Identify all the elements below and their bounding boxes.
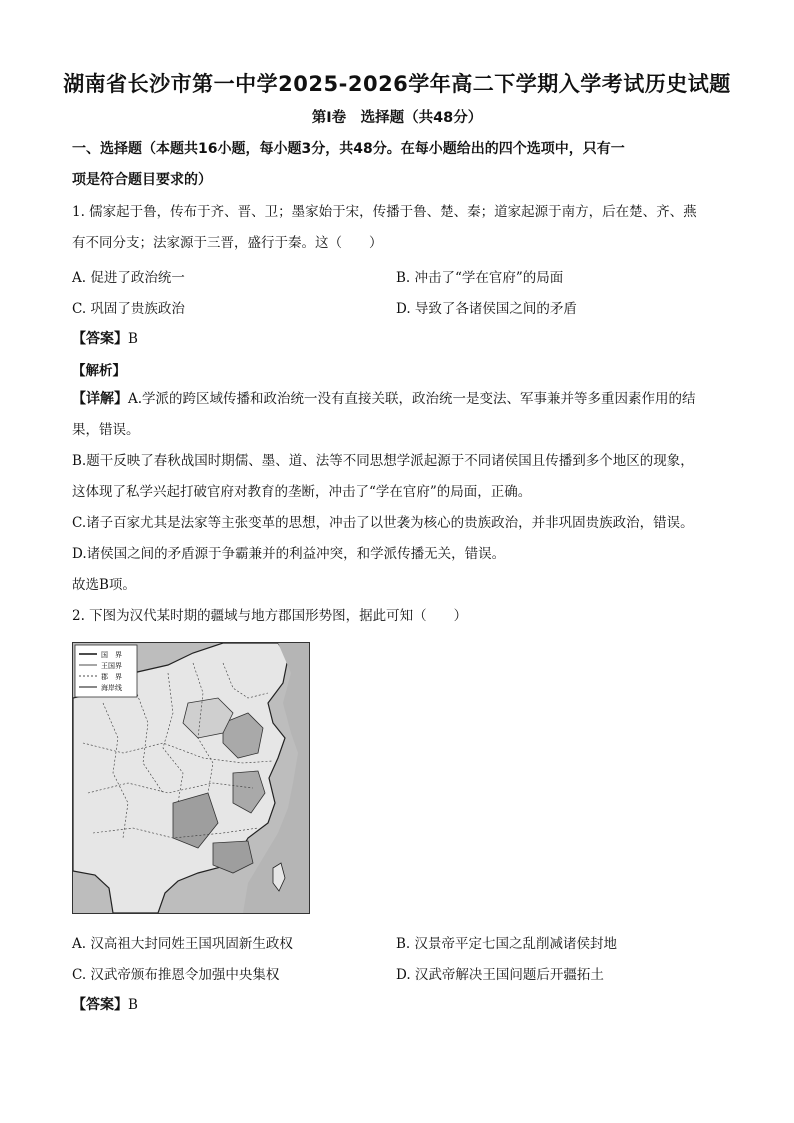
q1-answer-label: 【答案】 xyxy=(72,331,128,347)
q1-detail-a-line2: 果，错误。 xyxy=(72,422,140,438)
q2-option-d: D. 汉武帝解决王国问题后开疆拓土 xyxy=(396,967,604,983)
map-legend-item-3: 郡 界 xyxy=(101,673,122,681)
q1-answer xyxy=(72,328,138,348)
section-heading xyxy=(72,134,722,196)
q2-answer-label: 【答案】 xyxy=(72,997,128,1013)
q1-option-c: C. 巩固了贵族政治 xyxy=(72,301,185,317)
q1-option-d: D. 导致了各诸侯国之间的矛盾 xyxy=(396,301,577,317)
map-legend-item-2: 王国界 xyxy=(101,662,122,670)
q1-stem-line2: 有不同分支；法家源于三晋，盛行于秦。这（ ） xyxy=(72,235,383,251)
section-heading-line2: 项是符合题目要求的） xyxy=(72,172,212,188)
q1-detail-c: C.诸子百家尤其是法家等主张变革的思想，冲击了以世袭为核心的贵族政治，并非巩固贵族政治，错误。 xyxy=(72,515,694,531)
page-title: 湖南省长沙市第一中学2025-2026学年高二下学期入学考试历史试题 xyxy=(63,72,731,96)
q2-option-b: B. 汉景帝平定七国之乱削减诸侯封地 xyxy=(396,936,618,952)
q1-detail-a-line1 xyxy=(72,384,722,415)
han-territory-map xyxy=(72,642,310,914)
q1-option-a: A. 促进了政治统一 xyxy=(72,270,185,286)
map-legend-item-4: 海岸线 xyxy=(101,684,122,692)
q1-detail-b-line2: 这体现了私学兴起打破官府对教育的垄断，冲击了“学在官府”的局面，正确。 xyxy=(72,484,532,500)
q2-stem: 2. 下图为汉代某时期的疆域与地方郡国形势图，据此可知（ ） xyxy=(72,608,468,624)
page-subtitle: 第Ⅰ卷 选择题（共48分） xyxy=(311,110,483,126)
map-kingdom-southwest xyxy=(213,841,253,873)
q1-detail-b-line1: B.题干反映了春秋战国时期儒、墨、道、法等不同思想学派起源于不同诸侯国且传播到多个地区的现象， xyxy=(72,453,694,469)
q2-option-c: C. 汉武帝颁布推恩令加强中央集权 xyxy=(72,967,280,983)
map-legend-item-1: 国 界 xyxy=(101,651,122,659)
q2-answer xyxy=(72,994,138,1014)
q1-stem-line1: 1. 儒家起于鲁，传布于齐、晋、卫；墨家始于宋，传播于鲁、楚、秦；道家起源于南方，后在楚、齐、燕 xyxy=(72,204,697,220)
q1-detail xyxy=(72,384,722,601)
q1-detail-label: 【详解】 xyxy=(72,391,128,407)
q1-analysis-label: 【解析】 xyxy=(72,363,126,379)
q2-option-a: A. 汉高祖大封同姓王国巩固新生政权 xyxy=(72,936,293,952)
q1-option-b: B. 冲击了“学在官府”的局面 xyxy=(396,270,564,286)
q1-detail-d: D.诸侯国之间的矛盾源于争霸兼并的利益冲突，和学派传播无关，错误。 xyxy=(72,546,506,562)
q1-stem xyxy=(72,197,722,259)
q2-answer-value: B xyxy=(128,997,138,1013)
section-heading-line1: 一、选择题（本题共16小题，每小题3分，共48分。在每小题给出的四个选项中，只有一 xyxy=(72,141,625,157)
q1-conclusion: 故选B项。 xyxy=(72,577,136,593)
q1-answer-value: B xyxy=(128,331,138,347)
q1-detail-a-text: A.学派的跨区域传播和政治统一没有直接关联，政治统一是变法、军事兼并等多重因素作用的结 xyxy=(128,391,696,407)
